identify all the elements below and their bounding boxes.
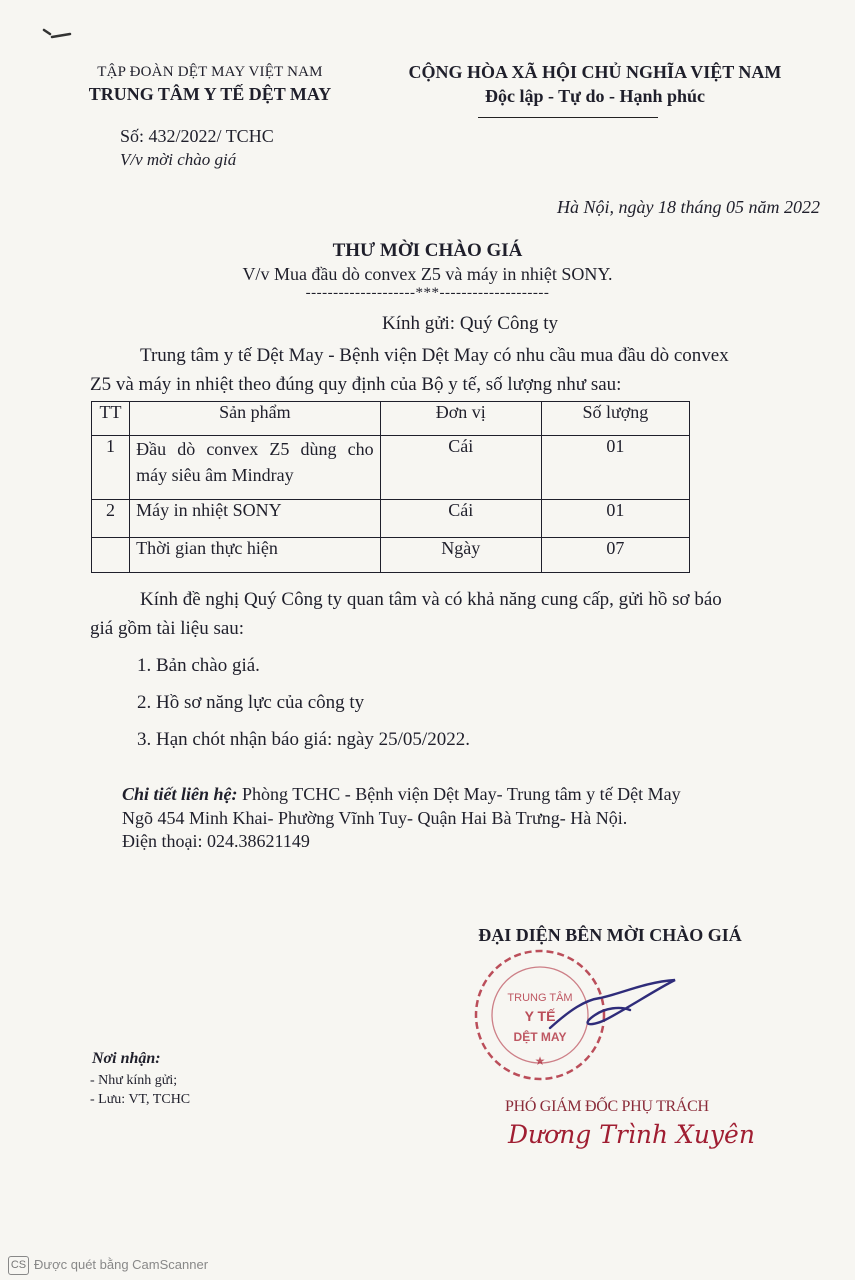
header-cell-quantity: Số lượng xyxy=(541,402,689,436)
cell-unit: Ngày xyxy=(380,538,541,573)
cell-unit: Cái xyxy=(380,500,541,538)
request-line-1: Kính đề nghị Quý Công ty quan tâm và có khả năng cung cấp, gửi hồ sơ báo xyxy=(140,589,722,610)
list-item: 1. Bản chào giá. xyxy=(137,655,260,676)
contact-phone: Điện thoại: 024.38621149 xyxy=(122,831,310,851)
contact-department: Phòng TCHC - Bệnh viện Dệt May- Trung tâm y tế Dệt May xyxy=(237,784,681,804)
pen-mark-icon xyxy=(40,22,76,44)
header-cell-product: Sản phẩm xyxy=(130,402,381,436)
stamp-text-line-3: DỆT MAY xyxy=(513,1030,567,1044)
cell-quantity: 07 xyxy=(541,538,689,573)
cell-quantity: 01 xyxy=(541,500,689,538)
title-separator: --------------------***-------------------- xyxy=(305,285,550,301)
cell-tt xyxy=(92,538,130,573)
place-date: Hà Nội, ngày 18 tháng 05 năm 2022 xyxy=(557,197,820,217)
intro-line-2: Z5 và máy in nhiệt theo đúng quy định của Bộ y tế, số lượng như sau: xyxy=(90,374,622,395)
cell-product: Đầu dò convex Z5 dùng cho máy siêu âm Mindray xyxy=(130,436,381,500)
letter-subtitle: V/v Mua đầu dò convex Z5 và máy in nhiệt SONY. xyxy=(242,264,613,284)
recipient-item: - Như kính gửi; xyxy=(90,1073,178,1088)
list-item: 2. Hồ sơ năng lực của công ty xyxy=(137,692,365,713)
signer-position: PHÓ GIÁM ĐỐC PHỤ TRÁCH xyxy=(505,1098,709,1115)
intro-line-1: Trung tâm y tế Dệt May - Bệnh viện Dệt May có nhu cầu mua đầu dò convex xyxy=(140,345,729,366)
list-item: 3. Hạn chót nhận báo giá: ngày 25/05/2022. xyxy=(137,729,470,750)
stamp-text-line-2: Y TẾ xyxy=(524,1008,556,1024)
recipients-title: Nơi nhận: xyxy=(92,1050,161,1067)
contact-line-1 xyxy=(122,784,681,805)
table-row xyxy=(92,500,690,538)
cell-tt: 1 xyxy=(92,436,130,500)
table-row xyxy=(92,538,690,573)
national-title: CỘNG HÒA XÃ HỘI CHỦ NGHĨA VIỆT NAM xyxy=(408,62,782,82)
cell-tt: 2 xyxy=(92,500,130,538)
camscanner-logo-icon: CS xyxy=(8,1256,29,1275)
national-motto: Độc lập - Tự do - Hạnh phúc xyxy=(484,86,706,106)
cell-unit: Cái xyxy=(380,436,541,500)
header-cell-unit: Đơn vị xyxy=(380,402,541,436)
organization-name: TRUNG TÂM Y TẾ DỆT MAY xyxy=(88,84,332,104)
request-line-2: giá gồm tài liệu sau: xyxy=(90,618,245,639)
letter-title: THƯ MỜI CHÀO GIÁ xyxy=(332,240,523,261)
table-header-row xyxy=(92,402,690,436)
recipient-item: - Lưu: VT, TCHC xyxy=(90,1092,191,1107)
handwritten-signature xyxy=(545,970,685,1050)
cell-product: Máy in nhiệt SONY xyxy=(130,500,381,538)
items-table xyxy=(91,401,690,573)
document-subject: V/v mời chào giá xyxy=(120,150,237,169)
scanner-watermark: Được quét bằng CamScanner xyxy=(34,1257,209,1272)
parent-organization: TẬP ĐOÀN DỆT MAY VIỆT NAM xyxy=(97,64,323,80)
greeting: Kính gửi: Quý Công ty xyxy=(381,313,559,334)
contact-label: Chi tiết liên hệ: xyxy=(122,784,238,804)
stamp-star-icon: ★ xyxy=(534,1054,546,1068)
document-number: Số: 432/2022/ TCHC xyxy=(120,126,274,146)
header-cell-tt: TT xyxy=(92,402,130,436)
signer-name: Dương Trình Xuyên xyxy=(508,1120,755,1149)
table-row xyxy=(92,436,690,500)
contact-address: Ngõ 454 Minh Khai- Phường Vĩnh Tuy- Quận Hai Bà Trưng- Hà Nội. xyxy=(122,808,628,828)
cell-quantity: 01 xyxy=(541,436,689,500)
cell-product: Thời gian thực hiện xyxy=(130,538,381,573)
stamp-text-line-1: TRUNG TÂM xyxy=(507,992,573,1004)
motto-underline xyxy=(478,117,658,118)
signer-title: ĐẠI DIỆN BÊN MỜI CHÀO GIÁ xyxy=(478,925,742,945)
